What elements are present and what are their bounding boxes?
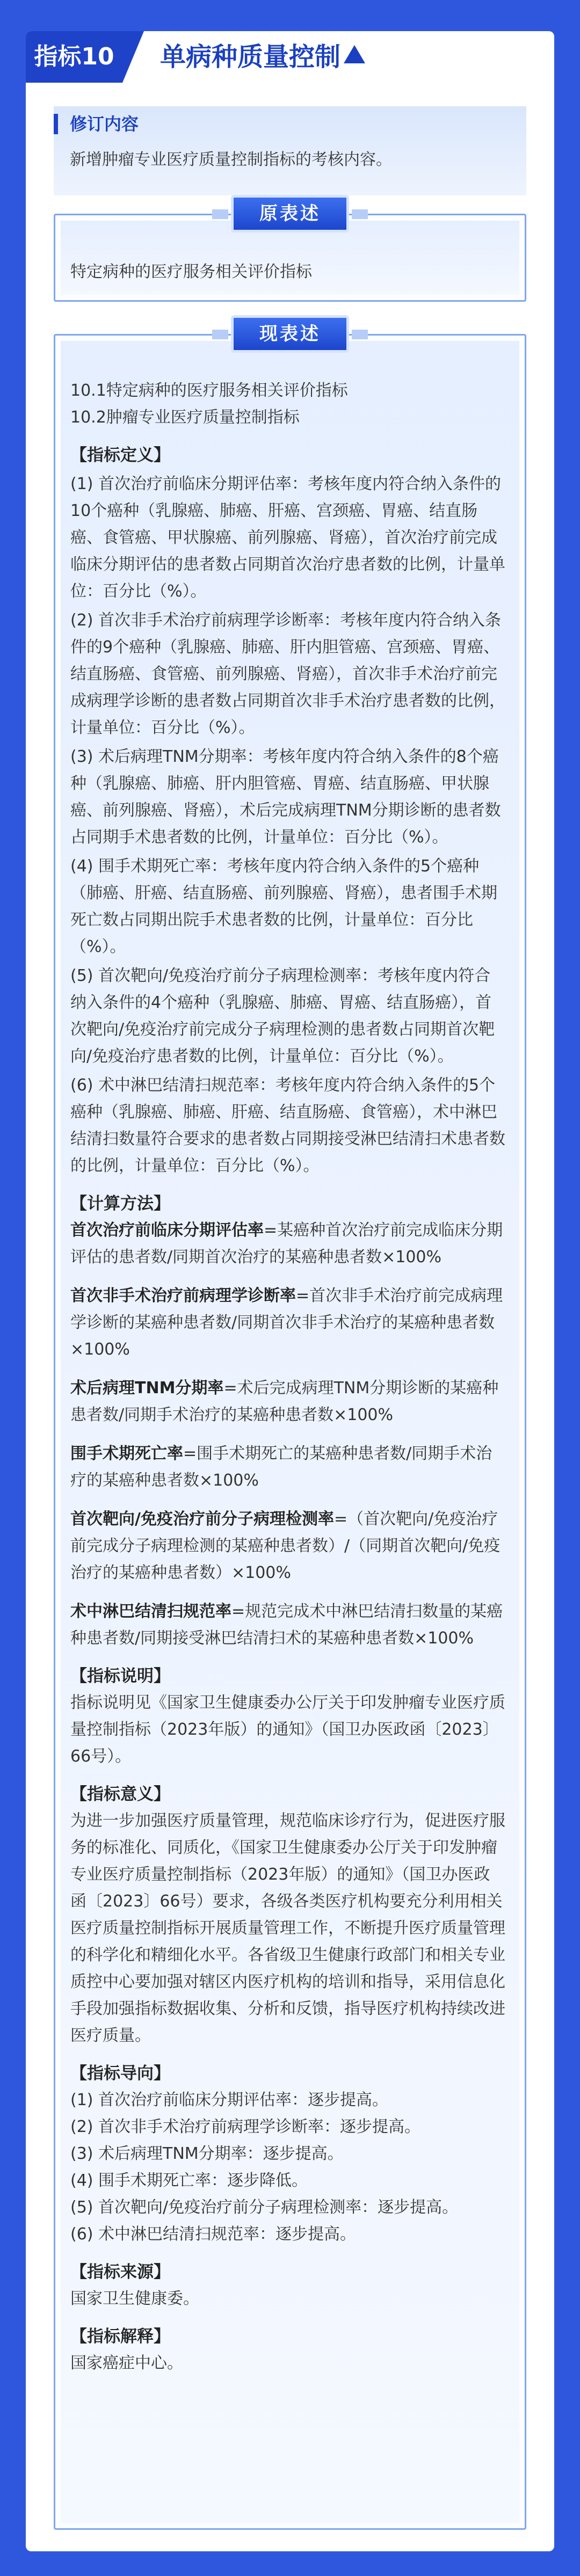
source-text: 国家卫生健康委。 — [70, 2289, 199, 2308]
direction-item: (6) 术中淋巴结清扫规范率：逐步提高。 — [70, 2225, 357, 2244]
direction-item: (2) 首次非手术治疗前病理学诊断率：逐步提高。 — [70, 2117, 421, 2136]
calculation-name: 首次靶向/免疫治疗前分子病理检测率 — [70, 1510, 334, 1529]
interpretation-heading: 【指标解释】 — [70, 2327, 170, 2346]
old-statement-box — [54, 203, 526, 302]
triangle-icon — [344, 45, 365, 63]
revision-section — [54, 106, 526, 195]
calculation-formula: =术后完成病理TNM分期诊断的某癌种患者数/同期手术治疗的某癌种患者数×100% — [70, 1379, 499, 1424]
indicator-number-tab: 指标10 — [26, 31, 122, 83]
new-statement-title: 现表述 — [231, 315, 349, 353]
definition-item: (1) 首次治疗前临床分期评估率：考核年度内符合纳入条件的10个癌种（乳腺癌、肺癌、肝癌、宫颈癌、胃癌、结直肠癌、食管癌、甲状腺癌、前列腺癌、肾癌），首次治疗前完成临床分期评估的患者数占同期首次治疗患者数的比例，计量单位：百分比（%）。 — [70, 475, 505, 601]
calculation-name: 术后病理TNM分期率 — [70, 1379, 224, 1398]
definition-item: (5) 首次靶向/免疫治疗前分子病理检测率：考核年度内符合纳入条件的4个癌种（乳腺癌、肺癌、胃癌、结直肠癌），首次靶向/免疫治疗前完成分子病理检测的患者数占同期首次靶向/免疫治疗患者数的比例，计量单位：百分比（%）。 — [70, 966, 495, 1066]
direction-item: (5) 首次靶向/免疫治疗前分子病理检测率：逐步提高。 — [70, 2198, 459, 2217]
calculation-item — [70, 1598, 505, 1652]
source-heading: 【指标来源】 — [70, 2262, 170, 2282]
calculation-formula: =（首次靶向/免疫治疗前完成分子病理检测的某癌种患者数）/（同期首次靶向/免疫治疗的某癌种患者数）×100% — [70, 1510, 501, 1582]
direction-item: (4) 围手术期死亡率：逐步降低。 — [70, 2171, 308, 2190]
calculation-formula: =规范完成术中淋巴结清扫数量的某癌种患者数/同期接受淋巴结清扫术的某癌种患者数×100% — [70, 1602, 503, 1648]
calculation-item — [70, 1217, 505, 1271]
definition-item: (6) 术中淋巴结清扫规范率：考核年度内符合纳入条件的5个癌种（乳腺癌、肺癌、肝癌、结直肠癌、食管癌），术中淋巴结清扫数量符合要求的患者数占同期接受淋巴结清扫术患者数的比例，计量单位：百分比（%）。 — [70, 1076, 505, 1175]
interpretation-text: 国家癌症中心。 — [70, 2354, 183, 2373]
indicator-title-text: 单病种质量控制 — [160, 42, 341, 72]
revision-accent-bar — [54, 114, 58, 134]
new-statement-line: 10.1特定病种的医疗服务相关评价指标 — [70, 381, 348, 400]
calculation-formula: =围手术期死亡的某癌种患者数/同期手术治疗的某癌种患者数×100% — [70, 1444, 492, 1490]
calculation-name: 首次非手术治疗前病理学诊断率 — [70, 1286, 296, 1305]
calculation-heading: 【计算方法】 — [70, 1194, 170, 1213]
direction-item: (1) 首次治疗前临床分期评估率：逐步提高。 — [70, 2091, 389, 2109]
calculation-name: 围手术期死亡率 — [70, 1444, 183, 1463]
calculation-item — [70, 1440, 505, 1494]
tab-notch-decoration — [122, 31, 144, 83]
content-card — [26, 83, 554, 2551]
definition-item: (4) 围手术期死亡率：考核年度内符合纳入条件的5个癌种（肺癌、肝癌、结直肠癌、前列腺癌、肾癌），患者围手术期死亡数占同期出院手术患者数的比例，计量单位：百分比（%）。 — [70, 857, 497, 956]
calculation-formula: =首次非手术治疗前完成病理学诊断的某癌种患者数/同期首次非手术治疗的某癌种患者数×100% — [70, 1286, 503, 1359]
direction-item: (3) 术后病理TNM分期率：逐步提高。 — [70, 2144, 344, 2163]
calculation-item — [70, 1375, 505, 1429]
calculation-item — [70, 1506, 505, 1587]
calculation-item — [70, 1283, 505, 1363]
definition-item: (2) 首次非手术治疗前病理学诊断率：考核年度内符合纳入条件的9个癌种（乳腺癌、肺癌、肝内胆管癌、宫颈癌、胃癌、结直肠癌、食管癌、前列腺癌、肾癌），首次非手术治疗前完成病理学诊断的患者数占同期首次非手术治疗患者数的比例，计量单位：百分比（%）。 — [70, 611, 505, 737]
indicator-title — [160, 31, 365, 83]
old-statement-text: 特定病种的医疗服务相关评价指标 — [70, 263, 312, 281]
indicator-header — [26, 31, 554, 83]
direction-heading: 【指标导向】 — [70, 2064, 170, 2083]
calculation-name: 术中淋巴结清扫规范率 — [70, 1602, 231, 1621]
definition-item: (3) 术后病理TNM分期率：考核年度内符合纳入条件的8个癌种（乳腺癌、肺癌、肝内胆管癌、胃癌、结直肠癌、甲状腺癌、前列腺癌、肾癌），术后完成病理TNM分期诊断的患者数占同期手术患者数的比例，计量单位：百分比（%）。 — [70, 747, 501, 847]
new-statement-content — [70, 377, 505, 2377]
new-statement-line: 10.2肿瘤专业医疗质量控制指标 — [70, 408, 300, 427]
explanation-text: 指标说明见《国家卫生健康委办公厅关于印发肿瘤专业医疗质量控制指标（2023年版）的通知》（国卫办医政函〔2023〕66号）。 — [70, 1693, 505, 1766]
explanation-heading: 【指标说明】 — [70, 1667, 170, 1686]
revision-heading: 修订内容 — [70, 114, 139, 134]
revision-text: 新增肿瘤专业医疗质量控制指标的考核内容。 — [70, 150, 392, 169]
definition-heading: 【指标定义】 — [70, 446, 170, 465]
significance-heading: 【指标意义】 — [70, 1785, 170, 1804]
new-statement-box — [54, 323, 526, 2530]
old-statement-title: 原表述 — [231, 195, 349, 232]
calculation-name: 首次治疗前临床分期评估率 — [70, 1221, 264, 1240]
significance-text: 为进一步加强医疗质量管理，规范临床诊疗行为，促进医疗服务的标准化、同质化，《国家卫生健康委办公厅关于印发肿瘤专业医疗质量控制指标（2023年版）的通知》（国卫办医政函〔2023〕66号）要求，各级各类医疗机构要充分利用相关医疗质量控制指标开展质量管理工作，不断提升医疗质量管理的科学化和精细化水平。各省级卫生健康行政部门和相关专业质控中心要加强对辖区内医疗机构的培训和指导，采用信息化手段加强指标数据收集、分析和反馈，指导医疗机构持续改进医疗质量。 — [70, 1811, 505, 2045]
calculation-formula: =某癌种首次治疗前完成临床分期评估的患者数/同期首次治疗的某癌种患者数×100% — [70, 1221, 503, 1267]
